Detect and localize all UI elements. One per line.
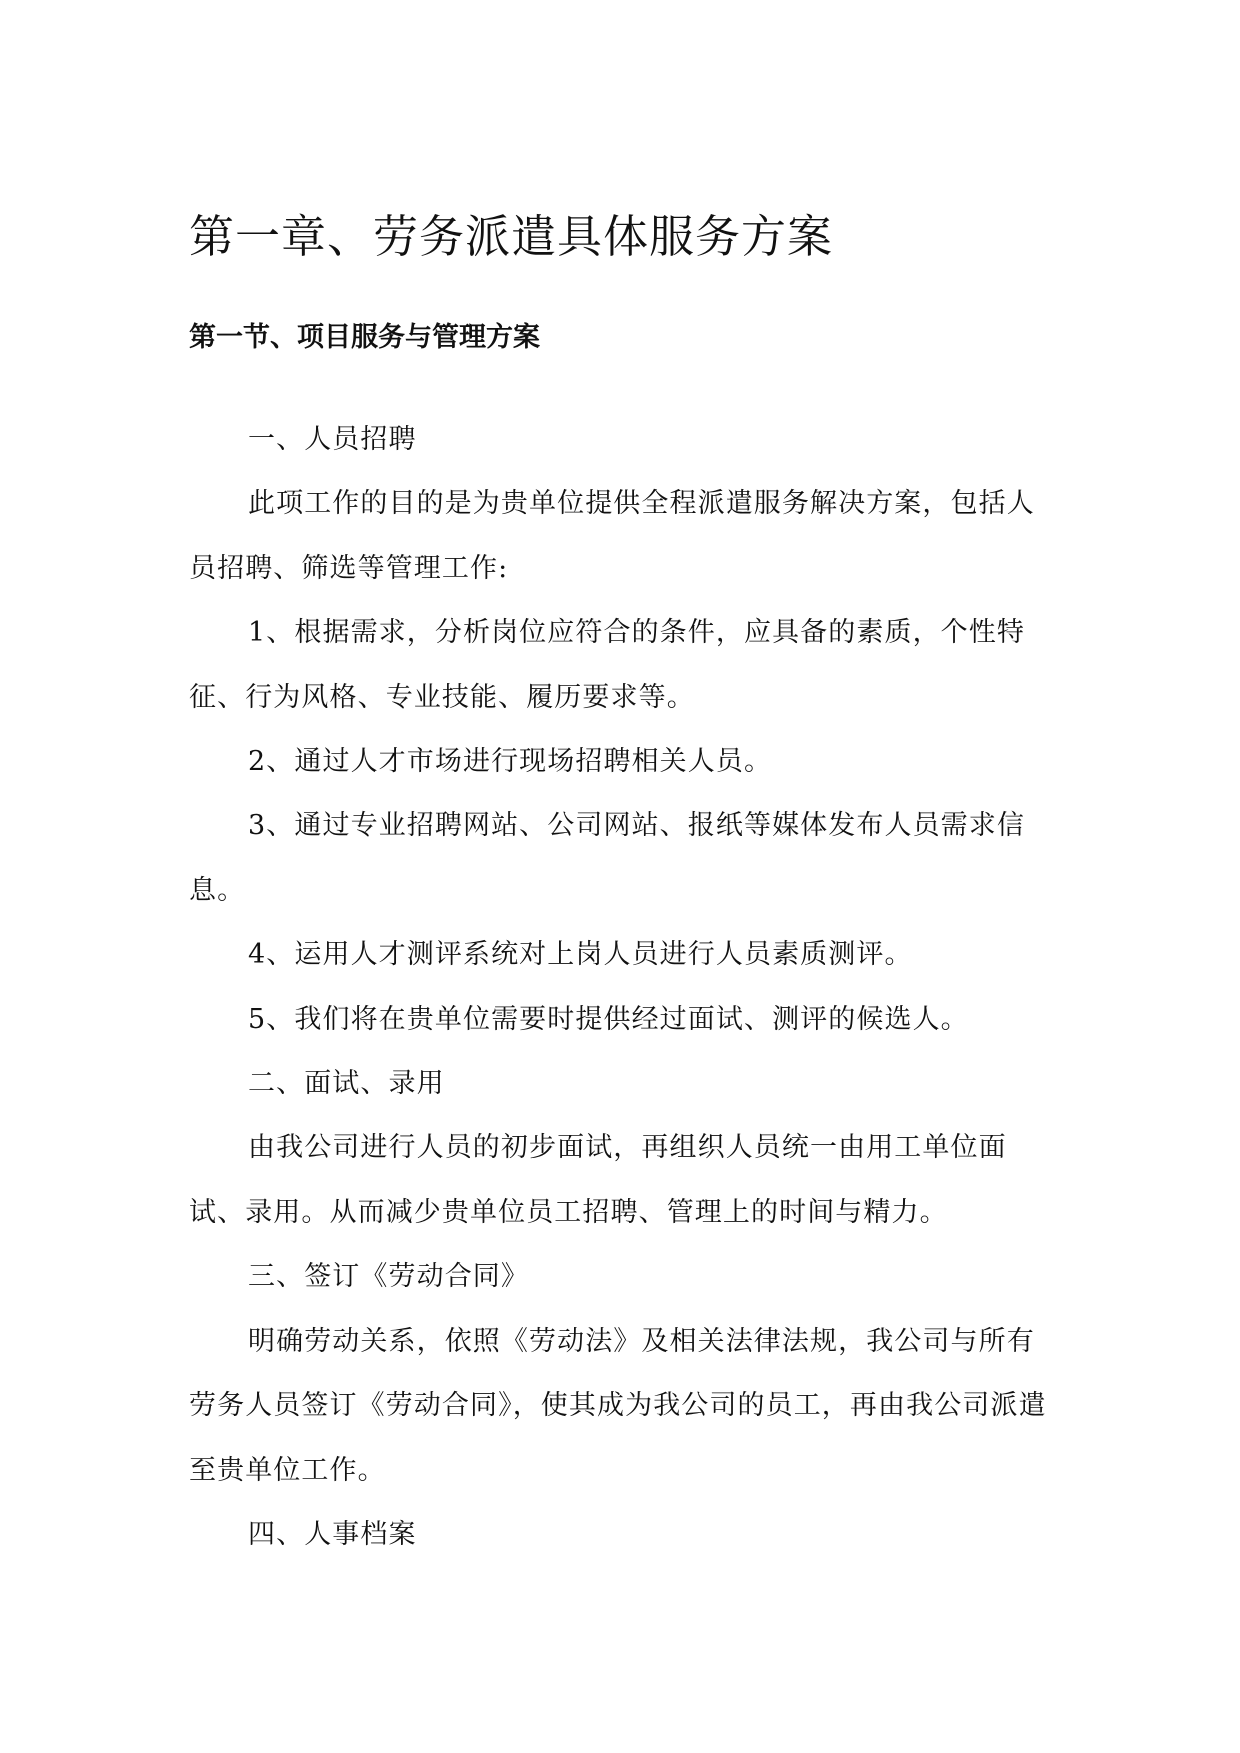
paragraph-interview: 由我公司进行人员的初步面试，再组织人员统一由用工单位面试、录用。从而减少贵单位员工招聘、管理上的时间与精力。 <box>189 1132 1007 1228</box>
heading-personnel-files: 四、人事档案 <box>248 1518 417 1550</box>
list-item-3: 3、通过专业招聘网站、公司网站、报纸等媒体发布人员需求信息。 <box>189 810 1025 906</box>
chapter-title: 第一章、劳务派遣具体服务方案 <box>189 210 834 263</box>
section-title: 第一节、项目服务与管理方案 <box>189 322 540 353</box>
paragraph-contract: 明确劳动关系，依照《劳动法》及相关法律法规，我公司与所有劳务人员签订《劳动合同》，使其成为我公司的员工，再由我公司派遣至贵单位工作。 <box>189 1325 1047 1486</box>
list-item-2: 2、通过人才市场进行现场招聘相关人员。 <box>248 746 773 778</box>
paragraph-purpose: 此项工作的目的是为贵单位提供全程派遣服务解决方案，包括人员招聘、筛选等管理工作: <box>189 488 1035 584</box>
list-item-5: 5、我们将在贵单位需要时提供经过面试、测评的候选人。 <box>248 1003 969 1035</box>
list-item-1: 1、根据需求，分析岗位应符合的条件，应具备的素质，个性特征、行为风格、专业技能、履历要求等。 <box>189 617 1025 713</box>
list-item-4: 4、运用人才测评系统对上岗人员进行人员素质测评。 <box>248 939 913 971</box>
document-body <box>189 408 1059 1567</box>
heading-recruitment: 一、人员招聘 <box>248 424 417 455</box>
heading-interview: 二、面试、录用 <box>248 1068 445 1100</box>
heading-contract: 三、签订《劳动合同》 <box>248 1261 529 1293</box>
